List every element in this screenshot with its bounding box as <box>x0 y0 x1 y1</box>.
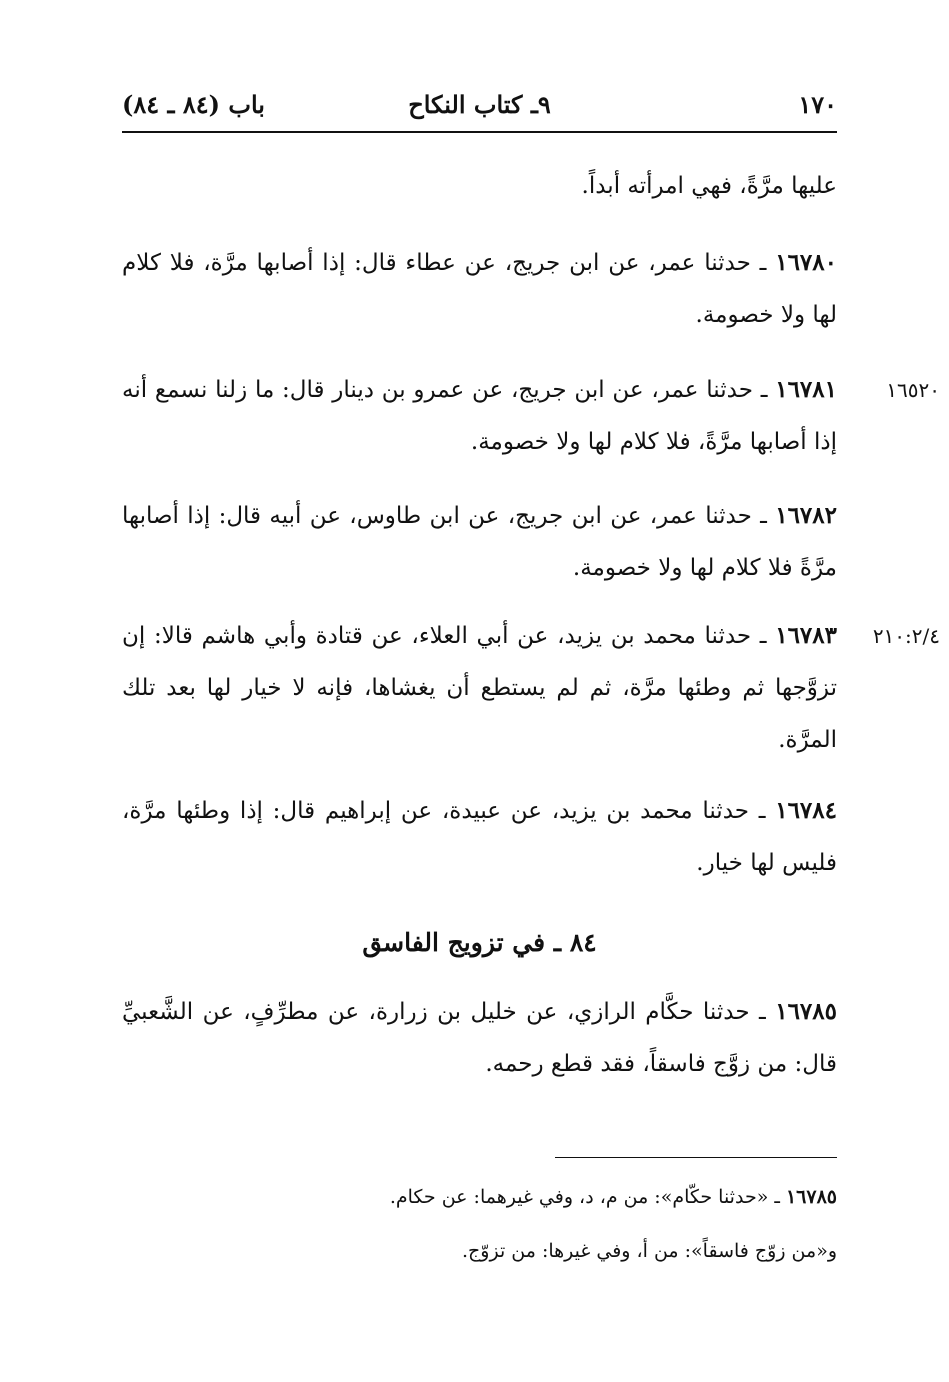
book-title: ٩ـ كتاب النكاح <box>408 90 551 119</box>
hadith-number: ١٦٧٨٣ <box>775 622 837 649</box>
hadith-number: ١٦٧٨٤ <box>775 797 837 824</box>
hadith-paragraph <box>122 610 837 766</box>
hadith-paragraph <box>122 364 837 468</box>
footnote-text: ـ «حدثنا حكّام»: من م، د، وفي غيرهما: عن حكام. <box>389 1186 786 1208</box>
margin-reference: ٢١٠:٢/٤ <box>872 624 940 648</box>
header-divider <box>122 131 837 133</box>
footnote <box>122 1226 837 1276</box>
paragraph-text: ـ حدثنا عمر، عن ابن جريج، عن عمرو بن دينار قال: ما زلنا نسمع أنه إذا أصابها مرَّةً، فلا كلام لها ولا خصومة. <box>122 377 837 455</box>
paragraph-text: ـ حدثنا محمد بن يزيد، عن عبيدة، عن إبراهيم قال: إذا وطئها مرَّة، فليس لها خيار. <box>122 798 837 876</box>
hadith-number: ١٦٧٨٢ <box>775 502 837 529</box>
running-header <box>122 84 837 128</box>
chapter-range: باب (٨٤ ـ ٨٤) <box>122 90 265 119</box>
footnote-text: و«من زوّج فاسقاً»: من أ، وفي غيرها: من تزوّج. <box>462 1240 837 1262</box>
continuation-paragraph <box>122 160 837 212</box>
hadith-number: ١٦٧٨٠ <box>775 249 837 276</box>
page-number: ١٧٠ <box>798 90 837 119</box>
section-heading: ٨٤ ـ في تزويج الفاسق <box>362 928 597 957</box>
hadith-number: ١٦٧٨٥ <box>775 998 837 1025</box>
hadith-paragraph <box>122 986 837 1090</box>
hadith-number: ١٦٧٨١ <box>775 376 837 403</box>
paragraph-text: ـ حدثنا عمر، عن ابن جريج، عن عطاء قال: إذا أصابها مرَّة، فلا كلام لها ولا خصومة. <box>122 250 837 328</box>
hadith-paragraph <box>122 785 837 889</box>
margin-reference: ١٦٥٢٠ <box>886 378 940 402</box>
footnote-divider <box>555 1157 837 1158</box>
paragraph-text: ـ حدثنا محمد بن يزيد، عن أبي العلاء، عن قتادة وأبي هاشم قالا: إن تزوَّجها ثم وطئها مرَّة، ثم لم يستطع أن يغشاها، فإنه لا خيار لها بعد تلك المرَّة. <box>122 623 837 753</box>
paragraph-text: ـ حدثنا عمر، عن ابن جريج، عن ابن طاوس، عن أبيه قال: إذا أصابها مرَّةً فلا كلام لها ولا خصومة. <box>122 503 837 581</box>
hadith-paragraph <box>122 237 837 341</box>
footnote-number: ١٦٧٨٥ <box>785 1186 837 1208</box>
paragraph-text: عليها مرَّةً، فهي امرأته أبداً. <box>581 173 837 199</box>
footnote <box>122 1172 837 1222</box>
paragraph-text: ـ حدثنا حكَّام الرازي، عن خليل بن زرارة، عن مطرِّفٍ، عن الشَّعبيِّ قال: من زوَّج فاسقاً، فقد قطع رحمه. <box>122 999 837 1077</box>
hadith-paragraph <box>122 490 837 594</box>
